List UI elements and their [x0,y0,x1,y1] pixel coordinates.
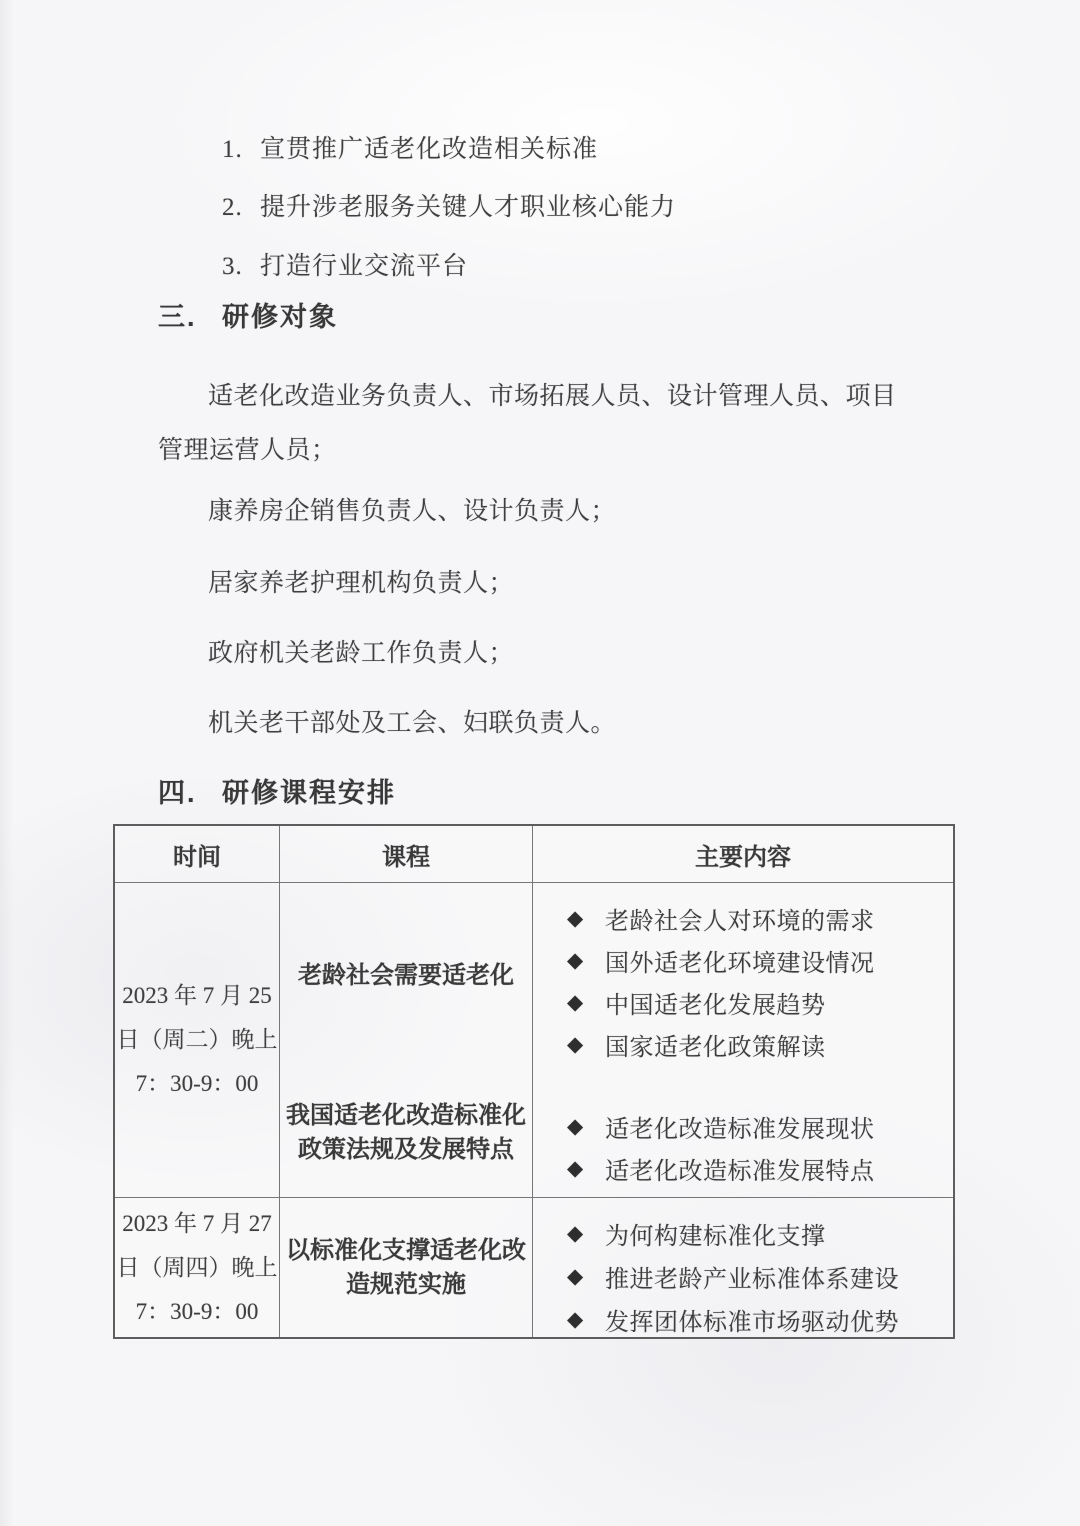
time-line: 2023 年 7 月 27 [122,1210,272,1236]
course-title-line: 政策法规及发展特点 [298,1136,514,1163]
section-heading-audience [158,299,338,335]
bullet-item [567,1298,943,1337]
time-line: 2023 年 7 月 25 [122,983,272,1008]
course-title-line: 老龄社会需要适老化 [298,962,514,989]
course-cell-july-27 [279,1198,532,1337]
bullet-item [567,1147,943,1189]
diamond-bullet-icon: ◆ [567,1155,584,1180]
course-cell-july-25 [279,883,532,1197]
bullet-item [567,1212,943,1255]
diamond-bullet-icon: ◆ [567,1113,584,1138]
goal-item-1 [222,132,598,168]
bullet-item [567,1105,943,1147]
course-title-session-2 [280,1069,532,1197]
diamond-bullet-icon: ◆ [567,1031,584,1056]
bullet-text: 适老化改造标准发展现状 [605,1116,875,1143]
course-title-line: 我国适老化改造标准化 [286,1102,526,1129]
goal-item-3 [222,249,468,285]
table-header-time: 时间 [173,843,221,871]
section-audience-title: 研修对象 [222,302,338,332]
content-cell-july-25 [532,883,953,1197]
diamond-bullet-icon: ◆ [567,1221,584,1245]
diamond-bullet-icon: ◆ [567,1264,584,1288]
bullet-text: 国外适老化环境建设情况 [605,950,875,977]
table-header-row [115,826,953,882]
section-heading-schedule [158,775,396,811]
goal-item-2-text: 提升涉老服务关键人才职业核心能力 [260,194,677,221]
goal-item-2 [222,190,676,226]
goal-item-2-number: 2. [222,194,243,221]
bullet-text: 发挥团体标准市场驱动优势 [605,1310,899,1336]
bullet-text: 老龄社会人对环境的需求 [605,908,875,935]
course-title-session-1 [280,883,532,1069]
bullet-text: 推进老龄产业标准体系建设 [605,1267,899,1293]
table-row-july-27 [115,1197,953,1337]
table-row-july-25 [115,882,953,1197]
bullet-item [567,897,943,939]
bullet-group-session-2 [567,1105,943,1189]
time-line: 日（周二）晚上 [116,1027,278,1052]
section-audience-number: 三. [158,302,197,332]
audience-paragraph-1: 适老化改造业务负责人、市场拓展人员、设计管理人员、项目管理运营人员； [158,383,897,464]
diamond-bullet-icon: ◆ [567,1307,584,1331]
bullet-item [567,939,943,981]
time-line: 7：30-9：00 [135,1071,259,1096]
goal-item-3-number: 3. [222,253,243,280]
content-cell-july-27 [532,1198,953,1337]
goal-item-3-text: 打造行业交流平台 [260,253,469,280]
time-cell-july-27 [115,1198,279,1337]
section-schedule-number: 四. [158,778,197,808]
bullet-text: 中国适老化发展趋势 [605,992,826,1019]
section-schedule-title: 研修课程安排 [222,778,396,808]
bullet-group-session-3 [567,1212,943,1337]
bullet-text: 适老化改造标准发展特点 [605,1158,875,1185]
bullet-text: 为何构建标准化支撑 [605,1224,826,1250]
bullet-item [567,1023,943,1065]
audience-paragraph-4: 政府机关老龄工作负责人； [208,640,515,667]
table-header-content: 主要内容 [532,826,953,882]
time-cell-july-25 [115,883,279,1197]
diamond-bullet-icon: ◆ [567,905,584,930]
time-line: 7：30-9：00 [135,1298,259,1324]
goal-item-1-text: 宣贯推广适老化改造相关标准 [260,136,599,163]
table-header-course: 课程 [279,826,532,882]
audience-paragraph-2: 康养房企销售负责人、设计负责人； [208,498,617,525]
audience-paragraph-5: 机关老干部处及工会、妇联负责人。 [208,710,617,737]
diamond-bullet-icon: ◆ [567,947,584,972]
schedule-table [113,824,955,1339]
bullet-item [567,1255,943,1298]
bullet-item [567,981,943,1023]
diamond-bullet-icon: ◆ [567,989,584,1014]
course-title-session-3 [280,1198,532,1337]
course-title-line: 以标准化支撑适老化改 [286,1236,526,1264]
audience-paragraph-3: 居家养老护理机构负责人； [208,570,515,597]
bullet-text: 国家适老化政策解读 [605,1034,826,1061]
course-title-line: 造规范实施 [346,1270,466,1298]
time-line: 日（周四）晚上 [116,1254,278,1280]
bullet-group-session-1 [567,897,943,1065]
goal-item-1-number: 1. [222,136,243,163]
